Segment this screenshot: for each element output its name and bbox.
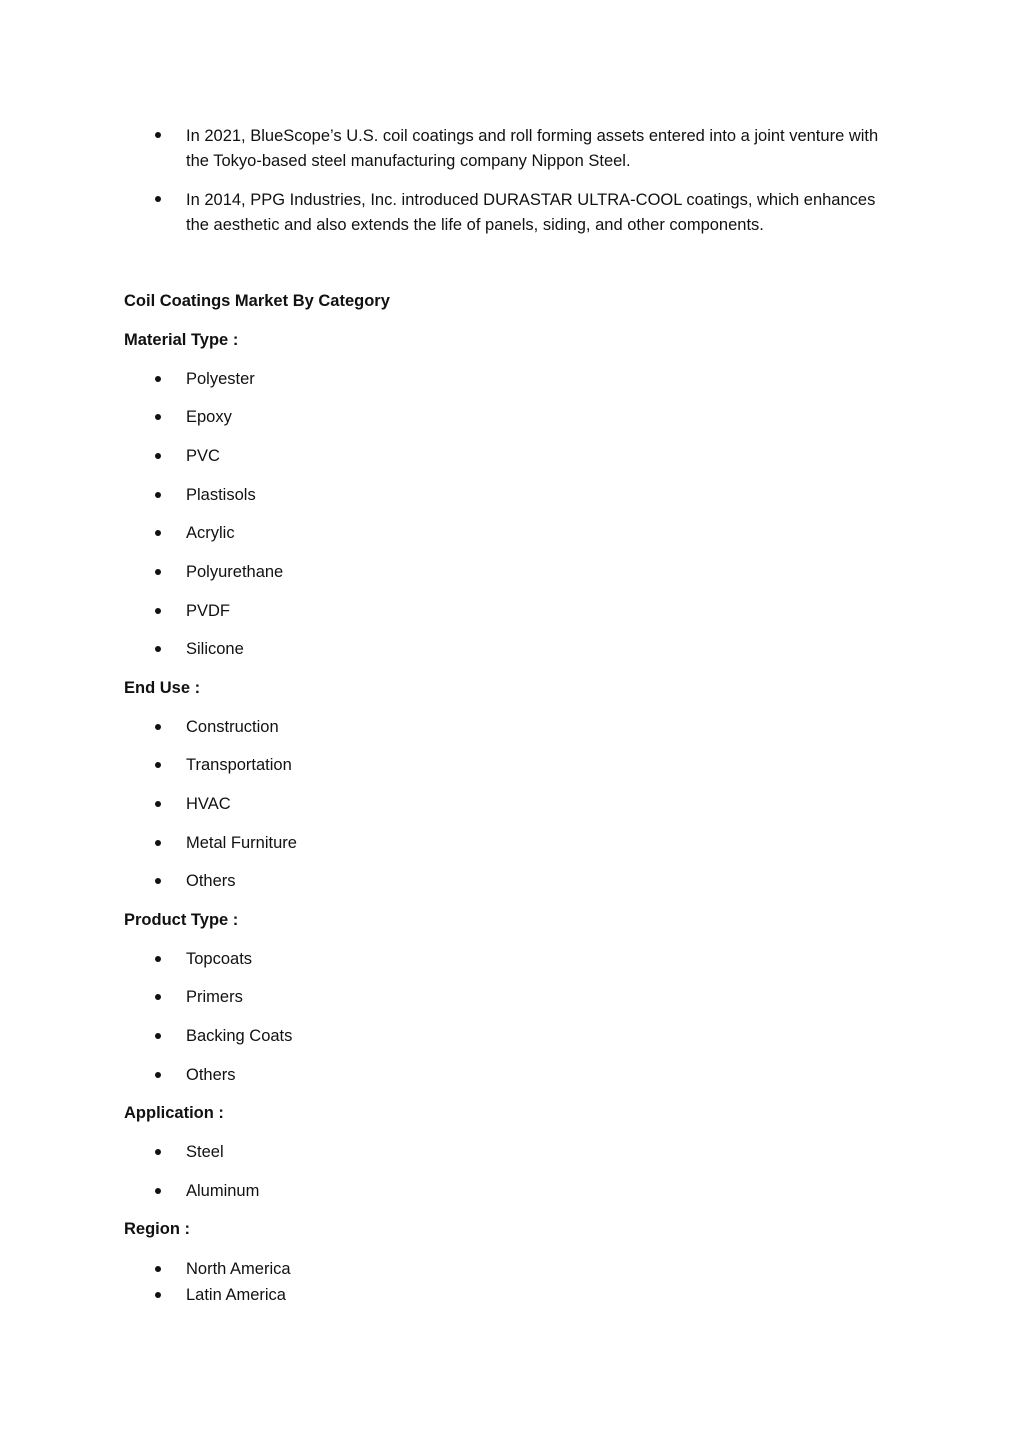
category-heading-end-use: End Use : [124, 679, 201, 697]
bullet-icon [155, 801, 161, 807]
bullet-icon [155, 530, 161, 536]
bullet-icon [155, 762, 161, 768]
list-item-label: Construction [186, 718, 279, 736]
bullet-icon [155, 878, 161, 884]
category-heading-region: Region : [124, 1220, 190, 1238]
list-item-label: Others [186, 872, 236, 890]
bullet-icon [155, 196, 161, 202]
bullet-icon [155, 453, 161, 459]
bullet-icon [155, 132, 161, 138]
list-item-label: Primers [186, 988, 243, 1006]
bullet-icon [155, 1149, 161, 1155]
section-title: Coil Coatings Market By Category [124, 292, 390, 310]
bullet-icon [155, 1188, 161, 1194]
list-item-label: Polyurethane [186, 563, 284, 581]
bullet-icon [155, 1292, 161, 1298]
bullet-icon [155, 1033, 161, 1039]
list-item-label: Backing Coats [186, 1027, 293, 1045]
list-item-label: Steel [186, 1143, 224, 1161]
list-item-label: Others [186, 1066, 236, 1084]
bullet-icon [155, 994, 161, 1000]
list-item-label: HVAC [186, 795, 231, 813]
bullet-icon [155, 1266, 161, 1272]
intro-bullet-text: In 2014, PPG Industries, Inc. introduced DURASTAR ULTRA-COOL coatings, which enhances the aesthetic and also extends the life of panels, siding, and other components. [186, 191, 876, 234]
bullet-icon [155, 956, 161, 962]
category-heading-product-type: Product Type : [124, 911, 239, 929]
bullet-icon [155, 569, 161, 575]
bullet-icon [155, 492, 161, 498]
category-heading-material-type: Material Type : [124, 331, 239, 349]
bullet-icon [155, 840, 161, 846]
bullet-icon [155, 1072, 161, 1078]
list-item-label: Aluminum [186, 1182, 260, 1200]
category-heading-application: Application : [124, 1104, 224, 1122]
bullet-icon [155, 608, 161, 614]
list-item-label: Polyester [186, 370, 255, 388]
list-item-label: Silicone [186, 640, 244, 658]
list-item-label: Topcoats [186, 950, 253, 968]
bullet-icon [155, 724, 161, 730]
list-item-label: Transportation [186, 756, 292, 774]
list-item-label: Latin America [186, 1286, 286, 1304]
list-item-label: PVDF [186, 602, 231, 620]
bullet-icon [155, 376, 161, 382]
bullet-icon [155, 414, 161, 420]
intro-bullet-text: In 2021, BlueScope’s U.S. coil coatings and roll forming assets entered into a joint venture with the Tokyo-based steel manufacturing company Nippon Steel. [186, 127, 879, 170]
bullet-icon [155, 646, 161, 652]
list-item-label: Acrylic [186, 524, 235, 542]
list-item-label: Epoxy [186, 408, 232, 426]
list-item-label: Plastisols [186, 486, 256, 504]
list-item-label: PVC [186, 447, 220, 465]
list-item-label: Metal Furniture [186, 834, 297, 852]
list-item-label: North America [186, 1260, 291, 1278]
